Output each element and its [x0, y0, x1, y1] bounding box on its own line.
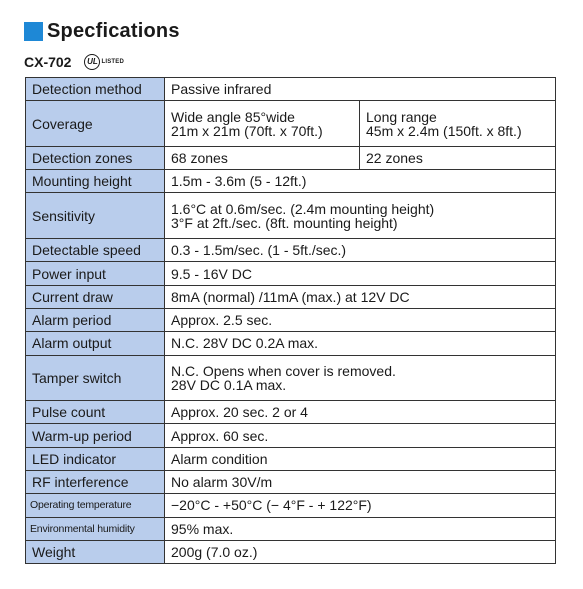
model-header [24, 53, 124, 71]
ul-mark-icon: UL [84, 54, 100, 70]
spec-row-rf-interference [26, 471, 556, 494]
spec-label: Current draw [26, 285, 165, 308]
spec-row-alarm-period [26, 308, 556, 331]
spec-value: No alarm 30V/m [165, 471, 556, 494]
spec-row-warm-up-period [26, 424, 556, 447]
coverage-wide-line2: 21m x 21m (70ft. x 70ft.) [171, 122, 323, 139]
sensitivity-value [165, 193, 556, 239]
title-square-icon [24, 22, 43, 41]
spec-value: 9.5 - 16V DC [165, 262, 556, 285]
title-text: Specfications [47, 19, 180, 42]
spec-table [25, 77, 556, 564]
spec-row-mounting-height [26, 170, 556, 193]
spec-row-detection-zones [26, 146, 556, 169]
spec-label: Detection zones [26, 146, 165, 169]
spec-row-alarm-output [26, 332, 556, 355]
page-title [24, 20, 180, 42]
spec-row-sensitivity [26, 193, 556, 239]
spec-value: Approx. 60 sec. [165, 424, 556, 447]
detection-zones-long: 22 zones [360, 146, 556, 169]
model-name: CX-702 [24, 54, 72, 70]
spec-row-detection-method [26, 78, 556, 101]
spec-label: Warm-up period [26, 424, 165, 447]
spec-value: 0.3 - 1.5m/sec. (1 - 5ft./sec.) [165, 239, 556, 262]
spec-label: RF interference [26, 471, 165, 494]
coverage-wide-cell [165, 101, 360, 147]
spec-label: Tamper switch [26, 355, 165, 401]
ul-listed-logo [84, 54, 124, 70]
spec-value: 95% max. [165, 517, 556, 540]
spec-label: LED indicator [26, 447, 165, 470]
sensitivity-line1: 1.6°C at 0.6m/sec. (2.4m mounting height) [171, 200, 435, 217]
ul-listed-text: LISTED [101, 59, 125, 65]
spec-value: 1.5m - 3.6m (5 - 12ft.) [165, 170, 556, 193]
spec-label: Alarm period [26, 308, 165, 331]
spec-label: Power input [26, 262, 165, 285]
spec-row-led-indicator [26, 447, 556, 470]
coverage-long-cell [360, 101, 556, 147]
spec-row-power-input [26, 262, 556, 285]
spec-row-pulse-count [26, 401, 556, 424]
coverage-wide-line1: Wide angle 85°wide [171, 108, 295, 125]
spec-value: −20°C - +50°C (− 4°F - + 122°F) [165, 494, 556, 517]
spec-value: Approx. 20 sec. 2 or 4 [165, 401, 556, 424]
spec-label: Sensitivity [26, 193, 165, 239]
spec-label: Coverage [26, 101, 165, 147]
spec-row-detectable-speed [26, 239, 556, 262]
spec-value: Alarm condition [165, 447, 556, 470]
spec-row-environmental-humidity [26, 517, 556, 540]
spec-label: Weight [26, 540, 165, 563]
coverage-long-line2: 45m x 2.4m (150ft. x 8ft.) [366, 122, 522, 139]
spec-row-operating-temperature [26, 494, 556, 517]
spec-row-tamper-switch [26, 355, 556, 401]
coverage-long-line1: Long range [366, 108, 437, 125]
spec-label: Detectable speed [26, 239, 165, 262]
spec-row-current-draw [26, 285, 556, 308]
spec-value: Passive infrared [165, 78, 556, 101]
tamper-switch-line1: N.C. Opens when cover is removed. [171, 362, 396, 379]
spec-label: Alarm output [26, 332, 165, 355]
spec-value: 8mA (normal) /11mA (max.) at 12V DC [165, 285, 556, 308]
spec-label: Detection method [26, 78, 165, 101]
tamper-switch-line2: 28V DC 0.1A max. [171, 376, 287, 393]
spec-row-weight [26, 540, 556, 563]
spec-value: Approx. 2.5 sec. [165, 308, 556, 331]
spec-row-coverage [26, 101, 556, 147]
detection-zones-wide: 68 zones [165, 146, 360, 169]
spec-label: Operating temperature [26, 494, 165, 517]
tamper-switch-value [165, 355, 556, 401]
spec-value: 200g (7.0 oz.) [165, 540, 556, 563]
spec-label: Pulse count [26, 401, 165, 424]
sensitivity-line2: 3°F at 2ft./sec. (8ft. mounting height) [171, 214, 398, 231]
spec-label: Environmental humidity [26, 517, 165, 540]
spec-value: N.C. 28V DC 0.2A max. [165, 332, 556, 355]
spec-label: Mounting height [26, 170, 165, 193]
